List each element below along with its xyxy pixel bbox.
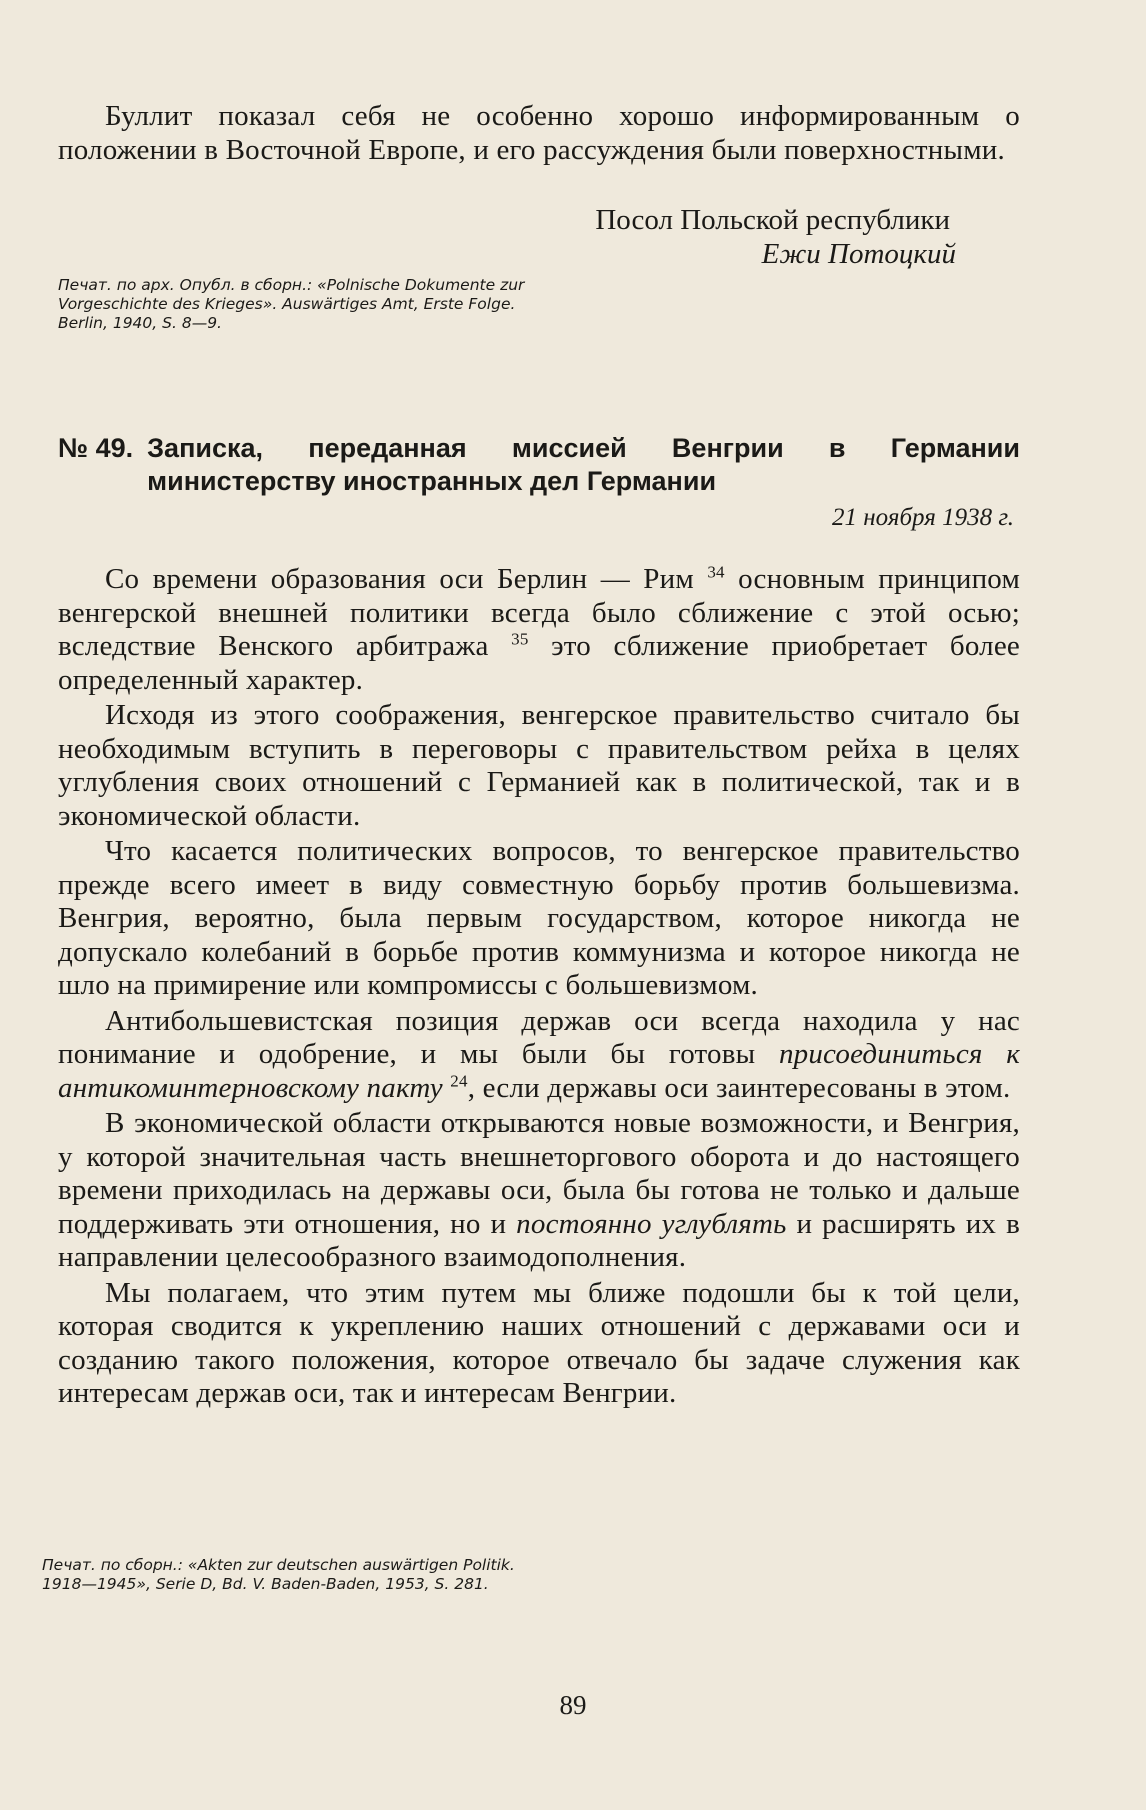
signature-title: Посол Польской республики [595, 204, 950, 236]
source-note-text: Печат. по сборн.: «Akten zur deutschen auswärtigen Politik. 1918—1945», Serie D, Bd. V. Baden-Baden, 1953, S. 281. [42, 1556, 515, 1593]
document-heading [58, 432, 1020, 532]
footnote-ref: 35 [511, 629, 529, 649]
signature-name: Ежи Потоцкий [761, 237, 956, 270]
footnote-ref: 34 [707, 562, 725, 582]
paragraph-6: Мы полагаем, что этим путем мы ближе подошли бы к той цели, которая сводится к укреплению наших отношений с державами оси и созданию такого положения, которое отвечало бы задаче служения как интересам держав оси, так и интересам Венгрии. [58, 1276, 1020, 1409]
document-number: № 49. [58, 433, 134, 463]
paragraph-4: Антибольшевистская позиция держав оси всегда находила у нас понимание и одобрение, и мы были бы готовы присоединиться к антикоминтерновскому пакту $^{24}$, если державы оси заинтересованы в этом. [58, 1004, 1020, 1104]
source-note-1 [58, 276, 538, 333]
source-note-2 [42, 1556, 522, 1594]
paragraph-5: В экономической области открываются новые возможности, и Венгрия, у которой значительная часть внешнеторгового оборота и до настоящего времени приходилась на державы оси, была бы готова не только и дальше поддерживать эти отношения, но и постоянно углублять и расширять их в направлении целесообразного взаимодополнения. [58, 1107, 1020, 1273]
paragraph-2: Исходя из этого соображения, венгерское правительство считало бы необходимым вступить в переговоры с правительством рейха в целях углубления своих отношений с Германией как в политической, так и в экономической области. [58, 699, 1020, 832]
document-body [58, 563, 1020, 1411]
intro-block [58, 100, 1020, 167]
document-title: Записка, переданная миссией Венгрии в Германии министерству иностранных дел Германии [147, 433, 1020, 496]
intro-paragraph: Буллит показал себя не особенно хорошо информированным о положении в Восточной Европе, и его рассуждения были поверхностными. [58, 100, 1020, 166]
signature-block [58, 204, 1020, 271]
document-date: 21 ноября 1938 г. [832, 504, 1014, 531]
footnote-ref: 24 [450, 1070, 468, 1090]
paragraph-1: Со времени образования оси Берлин — Рим $^{34}$ основным принципом венгерской внешней политики всегда было сближение с этой осью; вследствие Венского арбитража $^{35}$ это сближение приобретает более определенный характер. [58, 562, 1020, 696]
page-number: 89 [559, 1690, 587, 1720]
source-note-text: Печат. по арх. Опубл. в сборн.: «Polnische Dokumente zur Vorgeschichte des Krieges». Auswärtiges Amt, Erste Folge. Berlin, 1940, S. 8—9. [58, 276, 525, 332]
paragraph-3: Что касается политических вопросов, то венгерское правительство прежде всего имеет в виду совместную борьбу против большевизма. Венгрия, вероятно, была первым государством, которое никогда не допускало колебаний в борьбе против коммунизма и которое никогда не шло на примирение или компромиссы с большевизмом. [58, 835, 1020, 1001]
